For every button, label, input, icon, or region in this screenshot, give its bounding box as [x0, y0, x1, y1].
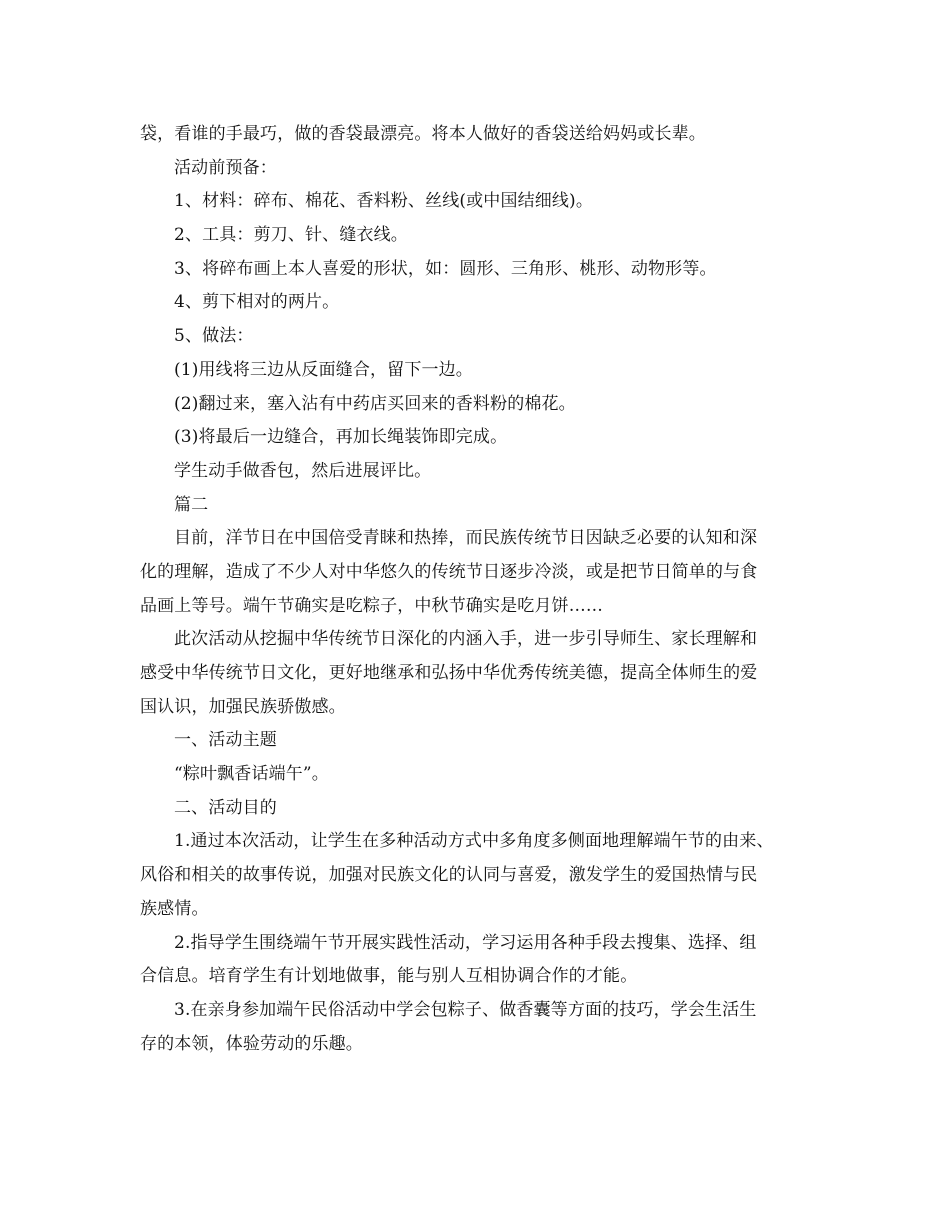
- text-line: 5、做法：: [174, 326, 254, 347]
- text-line: “粽叶飘香话端午”。: [174, 764, 329, 785]
- text-line: 族感情。: [140, 898, 209, 919]
- text-line: 品画上等号。端午节确实是吃粽子，中秋节确实是吃月饼……: [140, 595, 604, 616]
- text-line: 3、将碎布画上本人喜爱的形状，如：圆形、三角形、桃形、动物形等。: [174, 258, 717, 279]
- text-line: 风俗和相关的故事传说，加强对民族文化的认同与喜爱，激发学生的爱国热情与民: [140, 865, 758, 886]
- text-line: (3)将最后一边缝合，再加长绳装饰即完成。: [174, 427, 508, 448]
- text-line: (1)用线将三边从反面缝合，留下一边。: [174, 359, 473, 380]
- text-line: 4、剪下相对的两片。: [174, 292, 340, 313]
- text-line: 化的理解，造成了不少人对中华悠久的传统节日逐步冷淡，或是把节日简单的与食: [140, 561, 758, 582]
- text-line: (2)翻过来，塞入沾有中药店买回来的香料粉的棉花。: [174, 393, 576, 414]
- text-line: 1.通过本次活动，让学生在多种活动方式中多角度多侧面地理解端午节的由来、: [174, 831, 774, 852]
- text-line: 此次活动从挖掘中华传统节日深化的内涵入手，进一步引导师生、家长理解和: [174, 629, 758, 650]
- document-page: [140, 118, 810, 1061]
- section-heading: 二、活动目的: [174, 797, 277, 818]
- text-line: 活动前预备：: [174, 157, 277, 178]
- text-line: 1、材料：碎布、棉花、香料粉、丝线(或中国结细线)。: [174, 191, 593, 212]
- text-line: 袋，看谁的手最巧，做的香袋最漂亮。将本人做好的香袋送给妈妈或长辈。: [140, 124, 706, 144]
- text-line: 存的本领，体验劳动的乐趣。: [140, 1033, 363, 1054]
- text-line: 国认识，加强民族骄傲感。: [140, 696, 346, 717]
- text-line: 学生动手做香包，然后进展评比。: [174, 460, 432, 481]
- text-line: 感受中华传统节日文化，更好地继承和弘扬中华优秀传统美德，提高全体师生的爱: [140, 663, 758, 683]
- text-line: 目前，洋节日在中国倍受青睐和热捧，而民族传统节日因缺乏必要的认知和深: [174, 528, 758, 549]
- section-heading: 篇二: [174, 494, 209, 515]
- section-heading: 一、活动主题: [174, 730, 277, 751]
- text-line: 合信息。培育学生有计划地做事，能与别人互相协调合作的才能。: [140, 966, 638, 987]
- text-line: 3.在亲身参加端午民俗活动中学会包粽子、做香囊等方面的技巧，学会生活生: [174, 999, 757, 1020]
- text-line: 2.指导学生围绕端午节开展实践性活动，学习运用各种手段去搜集、选择、组: [174, 932, 757, 953]
- text-line: 2、工具：剪刀、针、缝衣线。: [174, 225, 408, 246]
